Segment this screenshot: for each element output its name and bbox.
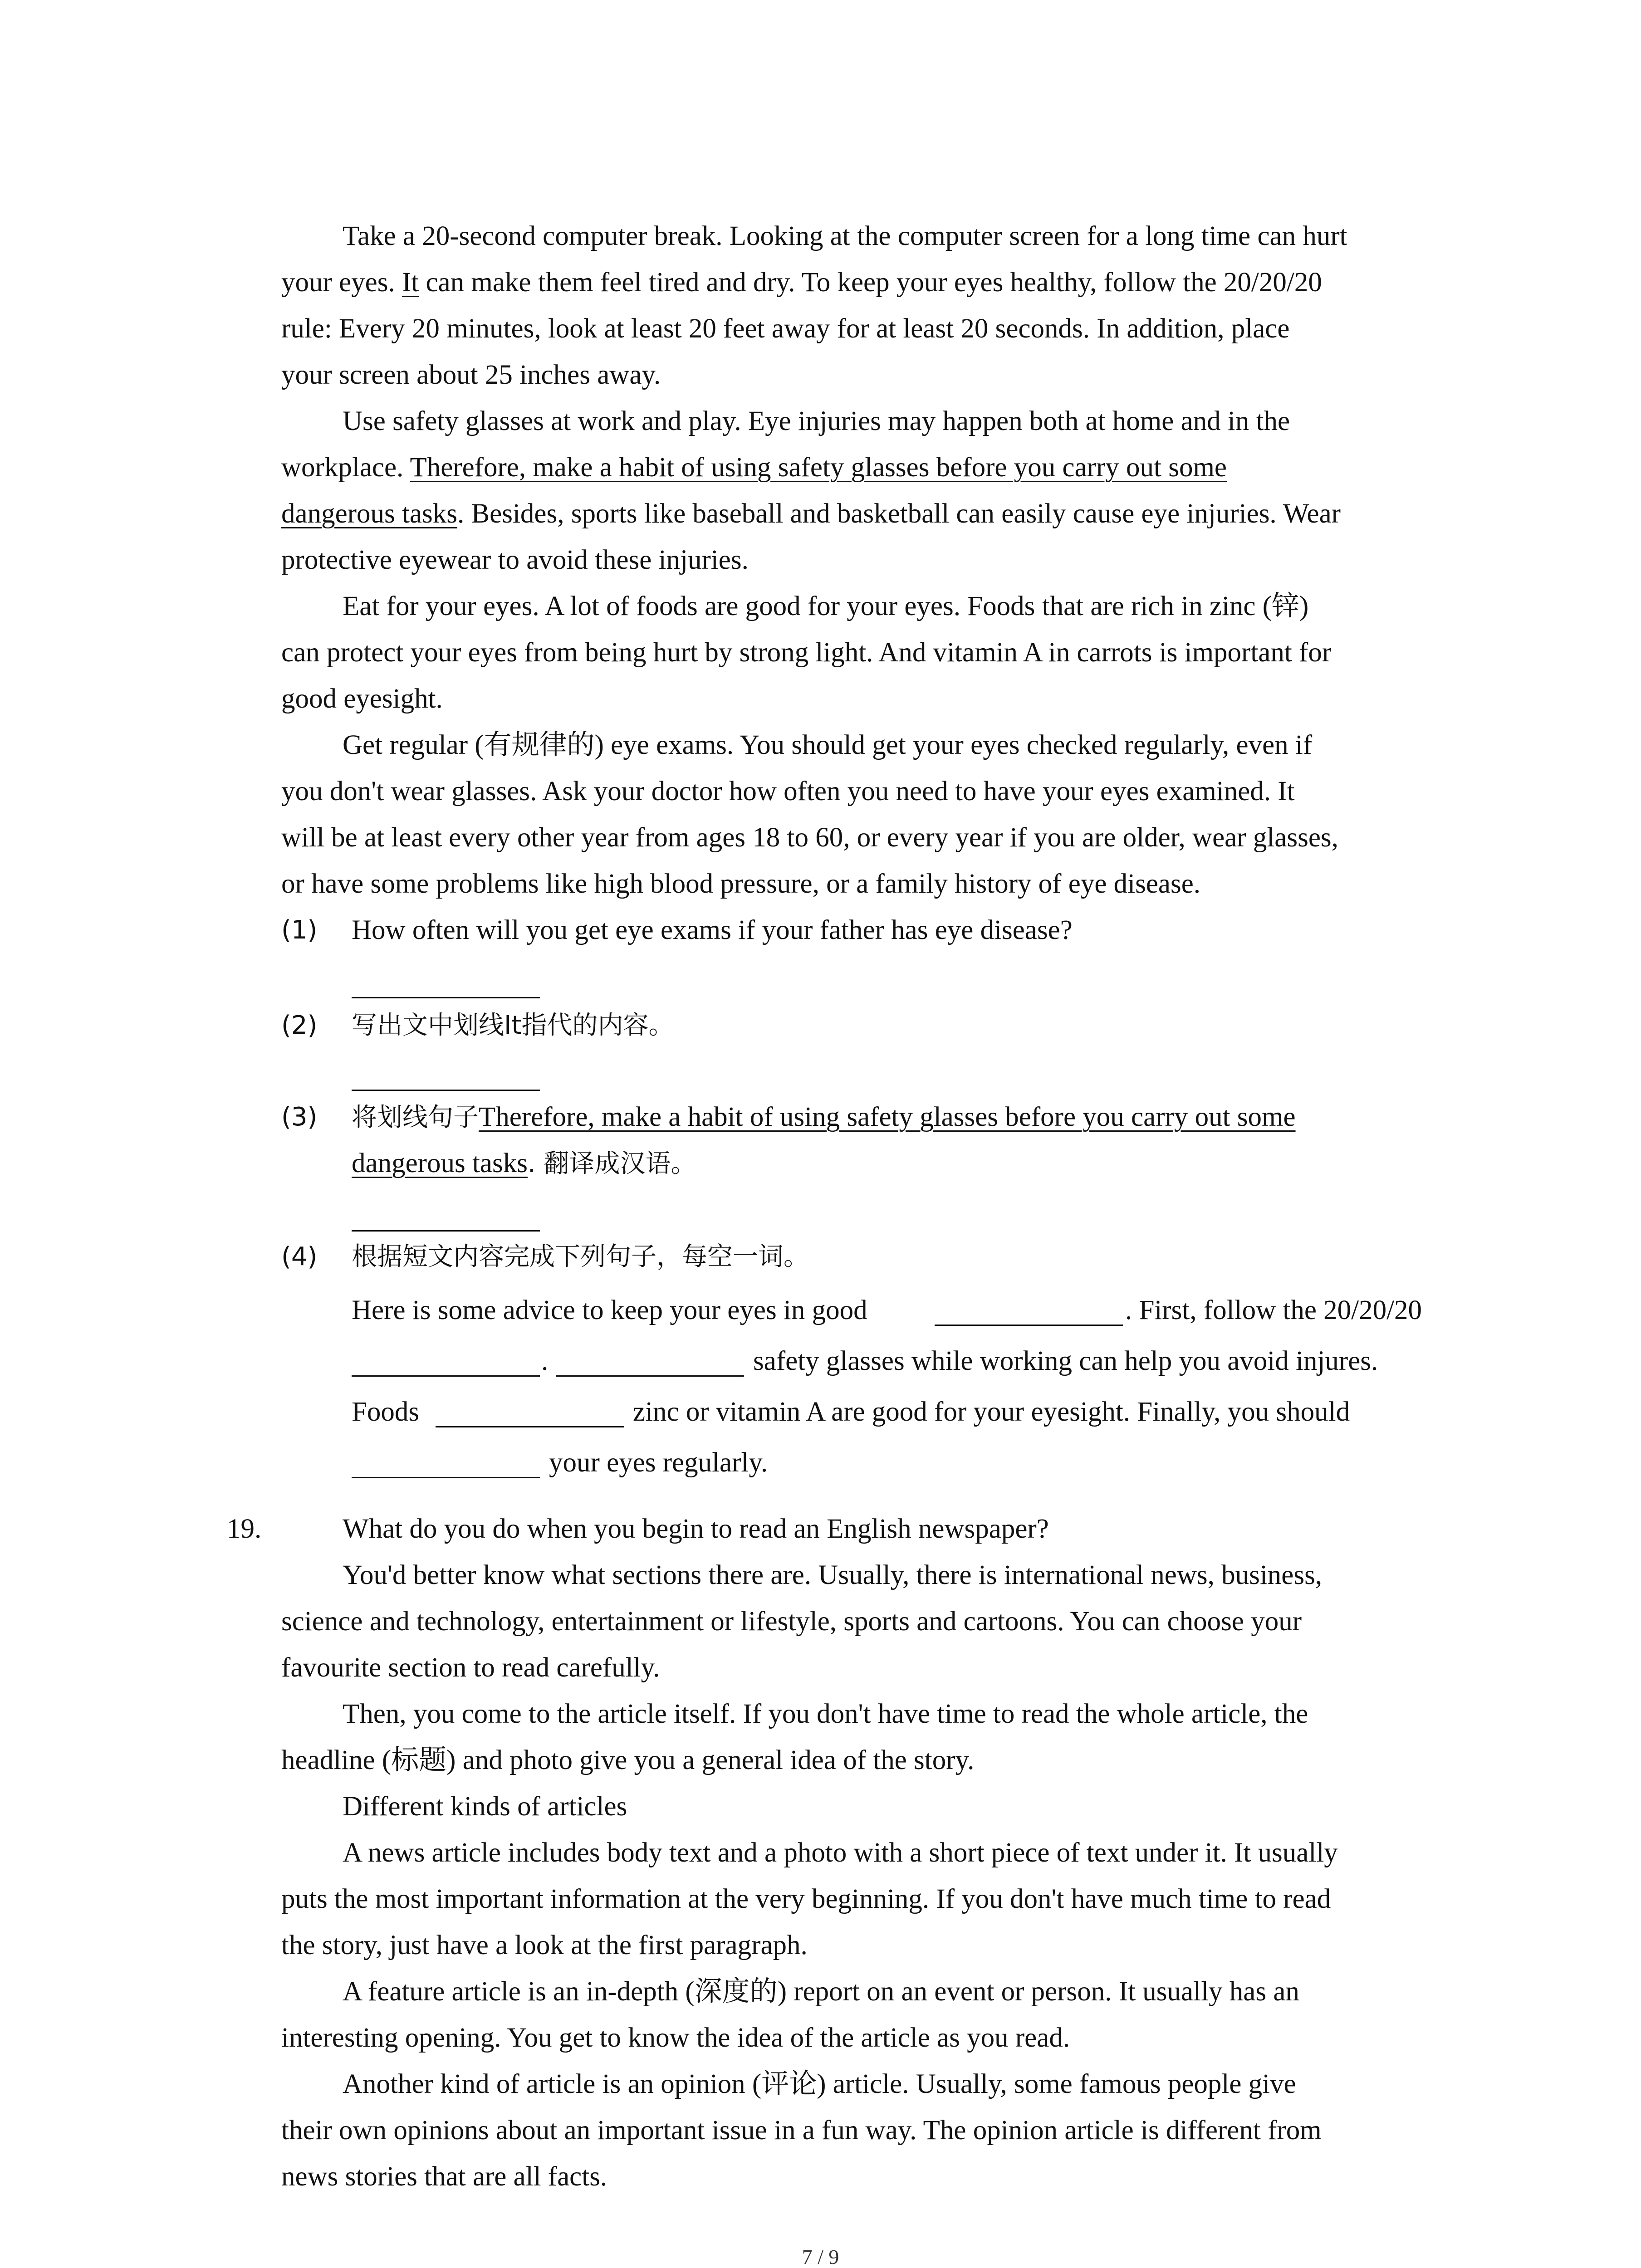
paragraph-4-line-2: you don't wear glasses. Ask your doctor how often you need to have your eyes examined. It xyxy=(281,776,1295,807)
paragraph-1-line-4: your screen about 25 inches away. xyxy=(281,360,661,390)
paragraph-2-line-1: Use safety glasses at work and play. Eye injuries may happen both at home and in the xyxy=(343,406,1290,436)
paragraph-2-line-4: protective eyewear to avoid these injuries. xyxy=(281,545,749,575)
section-19-p5-line-3: news stories that are all facts. xyxy=(281,2161,607,2192)
section-19-p4-line-2: interesting opening. You get to know the idea of the article as you read. xyxy=(281,2023,1070,2053)
section-19-p2-line-2: headline (标题) and photo give you a general idea of the story. xyxy=(281,1745,975,1775)
question-4-blank-5[interactable] xyxy=(352,1477,540,1478)
section-19-p5-line-2: their own opinions about an important issue in a fun way. The opinion article is different from xyxy=(281,2115,1322,2146)
paragraph-3-line-2: can protect your eyes from being hurt by strong light. And vitamin A in carrots is important for xyxy=(281,637,1332,668)
text-run: your eyes. xyxy=(281,267,402,298)
text-run: . 翻译成汉语。 xyxy=(527,1149,696,1178)
paragraph-3-line-1: Eat for your eyes. A lot of foods are good for your eyes. Foods that are rich in zinc (锌) xyxy=(343,591,1309,621)
section-19-p3-line-2: puts the most important information at the very beginning. If you don't have much time to read xyxy=(281,1884,1331,1914)
paragraph-3-line-3: good eyesight. xyxy=(281,684,443,714)
question-3-answer-blank[interactable] xyxy=(352,1230,540,1232)
question-3-line-2 xyxy=(352,1140,696,1187)
section-19-p5-line-1: Another kind of article is an opinion (评论) article. Usually, some famous people give xyxy=(343,2069,1296,2099)
text-run: . Besides, sports like baseball and basketball can easily cause eye injuries. Wear xyxy=(457,499,1341,529)
section-19-title: What do you do when you begin to read an English newspaper? xyxy=(343,1514,1049,1544)
paragraph-4-line-1: Get regular (有规律的) eye exams. You should get your eyes checked regularly, even if xyxy=(343,730,1313,760)
text-run: workplace. xyxy=(281,452,410,483)
section-19-p3-line-1: A news article includes body text and a photo with a short piece of text under it. It usually xyxy=(343,1838,1338,1868)
section-19-p4-line-1: A feature article is an in-depth (深度的) report on an event or person. It usually has an xyxy=(343,1976,1299,2007)
paragraph-1-line-2 xyxy=(281,259,1322,306)
section-19-p1-line-1: You'd better know what sections there are. Usually, there is international news, business, xyxy=(343,1560,1323,1590)
section-19-p2-line-1: Then, you come to the article itself. If you don't have time to read the whole article, the xyxy=(343,1699,1308,1729)
question-4-line-3b: zinc or vitamin A are good for your eyesight. Finally, you should xyxy=(633,1397,1350,1427)
question-4-line-2a: . xyxy=(541,1346,549,1376)
question-4-blank-4[interactable] xyxy=(436,1426,624,1427)
paragraph-1-line-3: rule: Every 20 minutes, look at least 20 feet away for at least 20 seconds. In addition, place xyxy=(281,313,1290,344)
section-19-number: 19. xyxy=(227,1514,262,1544)
section-19-p3-line-3: the story, just have a look at the first paragraph. xyxy=(281,1930,808,1960)
page-number: 7 / 9 xyxy=(802,2245,839,2268)
question-4-number: (4) xyxy=(281,1242,318,1271)
paragraph-4-line-4: or have some problems like high blood pressure, or a family history of eye disease. xyxy=(281,869,1201,899)
question-1-text: How often will you get eye exams if your father has eye disease? xyxy=(352,915,1073,945)
question-4-line-1b: . First, follow the 20/20/20 xyxy=(1125,1295,1422,1325)
section-19-heading: Different kinds of articles xyxy=(343,1791,627,1822)
question-4-blank-3[interactable] xyxy=(556,1375,744,1377)
underlined-sentence: dangerous tasks xyxy=(281,499,457,529)
text-run: 将划线句子 xyxy=(352,1103,479,1132)
paragraph-4-line-3: will be at least every other year from ages 18 to 60, or every year if you are older, wear glasses, xyxy=(281,822,1338,853)
question-3-number: (3) xyxy=(281,1102,318,1132)
question-4-line-4b: your eyes regularly. xyxy=(549,1447,768,1478)
underlined-sentence: Therefore, make a habit of using safety glasses before you carry out some xyxy=(410,452,1227,483)
question-4-line-1a: Here is some advice to keep your eyes in good xyxy=(352,1295,867,1325)
section-19-p1-line-3: favourite section to read carefully. xyxy=(281,1652,660,1683)
paragraph-2-line-3 xyxy=(281,491,1341,537)
question-4-title: 根据短文内容完成下列句子，每空一词。 xyxy=(352,1242,809,1271)
question-4-line-2b: safety glasses while working can help you avoid injures. xyxy=(753,1346,1378,1376)
underlined-sentence: dangerous tasks xyxy=(352,1148,528,1178)
question-1-answer-blank[interactable] xyxy=(352,997,540,998)
underlined-sentence: Therefore, make a habit of using safety glasses before you carry out some xyxy=(479,1102,1296,1132)
question-4-blank-2[interactable] xyxy=(352,1375,540,1377)
question-3-line-1 xyxy=(352,1094,1296,1141)
text-run: can make them feel tired and dry. To keep your eyes healthy, follow the 20/20/20 xyxy=(419,267,1322,298)
section-19-p1-line-2: science and technology, entertainment or lifestyle, sports and cartoons. You can choose your xyxy=(281,1606,1302,1637)
underlined-it: It xyxy=(402,267,419,298)
paragraph-2-line-2 xyxy=(281,445,1227,491)
question-2-answer-blank[interactable] xyxy=(352,1090,540,1091)
question-4-line-3a: Foods xyxy=(352,1397,420,1427)
question-2-text: 写出文中划线It指代的内容。 xyxy=(352,1011,674,1040)
paragraph-1-line-1: Take a 20-second computer break. Looking at the computer screen for a long time can hurt xyxy=(343,221,1347,251)
question-2-number: (2) xyxy=(281,1011,318,1040)
question-4-blank-1[interactable] xyxy=(935,1325,1123,1326)
question-1-number: (1) xyxy=(281,915,318,945)
